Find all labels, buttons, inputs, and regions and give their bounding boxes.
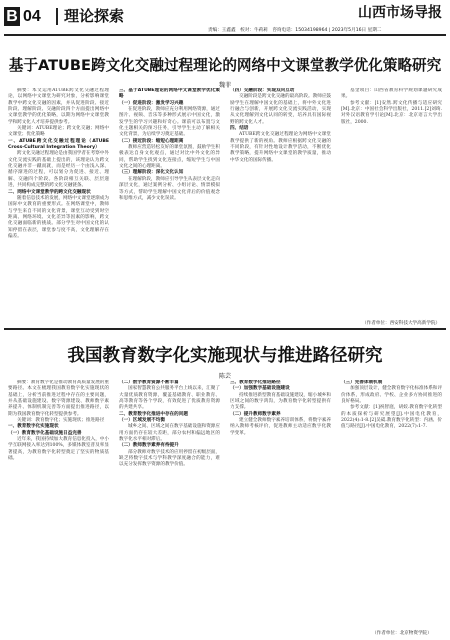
paragraph: 加强顶层设计，健全教育数字化标准体系和评价体系，形成政府、学校、企业多方协同推进的良好格局。 (341, 386, 442, 405)
article1-title: 基于ATUBE跨文化交融过程理论的网络中文课堂教学优化策略研究 (8, 57, 442, 74)
paragraph: 在促进阶段，教师应充分利用网络资源，通过图片、视频、音乐等多种形式展示中国文化，激发学生的学习兴趣和好奇心。课前可以布置与文化主题相关的预习任务，引导学生主动了解相关文化背景，为后续学习奠定基础。 (119, 107, 220, 138)
paragraph: 跨文化交融过程理论是由我国学者在考察中外文化交流实践的基础上提出的，该理论认为跨文化交融并非一蹴而就，而是经历一个由浅入深、循序渐进的过程，可以划分为促进、接近、理解、交融四个阶段。各阶段相互关联、层层递进，共同构成完整的跨文化交融链条。 (8, 151, 109, 189)
heading: 三、教育数字化推进路径 (230, 380, 281, 385)
heading: 二、网络中文课堂教学的跨文化交融现状 (8, 189, 91, 195)
page-header (4, 3, 446, 37)
article-divider (4, 328, 446, 330)
subheading: （二）教师数字素养有待提升 (119, 443, 179, 449)
page-number: 04 (23, 8, 41, 25)
heading: 一、教育数字化实施现状 (8, 424, 59, 430)
article2-author: 陈芸 (218, 373, 231, 380)
subheading: （二）提升教师数字素养 (230, 411, 281, 417)
article1-author: 魏菲 (218, 82, 231, 89)
keywords: 关键词：教育数字化；实施现状；推进路径 (17, 418, 105, 424)
section-name: 理论探索 (64, 7, 125, 25)
page-letter-badge: B (4, 7, 20, 26)
subheading: （三）完善体制机制 (341, 380, 383, 385)
article2-body (8, 380, 442, 630)
subheading: （二）接近阶段：缩短心理距离 (119, 138, 184, 144)
article1-col-2 (119, 88, 220, 318)
paragraph: 在理解阶段，教师应引导学生从表层文化走向深层文化，通过案例分析、小组讨论、情景模拟等方式，帮助学生理解中国文化背后的价值观念和思维方式，减少文化误读。 (119, 176, 220, 201)
article1-col-4 (341, 88, 442, 318)
paragraph: 近年来，我国持续加大教育信息化投入，中小学互联网接入率达到100%，多媒体教室普及率显著提高，为教育数字化转型奠定了坚实的物质基础。 (8, 437, 109, 462)
paragraph: 部分教师对数字技术的应用停留在初级层面，缺乏将数字技术与学科教学深度融合的能力，难以充分发挥数字资源的教学价值。 (119, 449, 220, 468)
article2-affiliation: （作者单位：北京物资学院） (372, 631, 432, 636)
subheading: （三）理解阶段：深化文化认知 (119, 170, 184, 176)
header-rule (4, 34, 446, 36)
paragraph: ATUBE跨文化交融过程理论为网络中文课堂教学提供了新的视角。教师应根据跨文化交融的不同阶段，有针对性地设计教学活动，不断优化教学策略，提升网络中文课堂的教学质量，推动中华文化的国际传播。 (230, 132, 331, 163)
article1-body (8, 88, 442, 318)
article1-col-1 (8, 88, 109, 318)
article2-col-2 (119, 380, 220, 630)
article2-col-4 (341, 380, 442, 630)
heading: 三、基于ATUBE理论的网络中文课堂教学优化策略 (119, 88, 220, 100)
article2-col-3 (230, 380, 331, 630)
references: 参考文献：[1]祝智庭，胡姣.教育数字化转型的本质探析与研究展望[J].中国电化教育，2022(4):1-8.[2]吴砥.教育数字化转型：内涵、价值与路径[J].中国电化教育，2022(7):1-7. (341, 405, 442, 430)
subheading: （一）区域发展不均衡 (119, 418, 165, 424)
abstract: 摘要：教育数字化是推动教育高质量发展的重要路径。本文在梳理我国教育数字化实施现状的基础上，分析当前推进过程中存在的主要问题，并从基础设施建设、数字资源建设、教师数字素养提升、体制机制完善等方面提出推进路径，以期为我国教育数字化转型提供参考。 (8, 380, 109, 417)
header-divider (56, 8, 58, 25)
newspaper-name: 山西市场导报 (358, 5, 442, 21)
references: 参考文献：[1]安然.跨文化传播与适应研究[M].北京：中国社会科学出版社，2011.[2]刘珣.对外汉语教育学引论[M].北京：北京语言大学出版社，2000. (341, 100, 442, 125)
subheading: （四）交融阶段：实现双向互动 (230, 88, 295, 93)
paragraph: 建立健全教师数字素养培训体系，将数字素养纳入教师考核评价，促进教师主动适应数字化教学变革。 (230, 418, 331, 436)
heading: 一、ATUBE跨文化交融过程理论（ATUBE Cross-Cultural Integration Theory） (8, 138, 109, 151)
article2-col-1 (8, 380, 109, 630)
article1-col-3 (230, 88, 331, 318)
paragraph: 城乡之间、区域之间在数字基础设施和资源应用方面仍存在较大差距，部分农村和偏远地区的数字化水平相对滞后。 (119, 424, 220, 443)
subheading: （二）数字教育资源不断丰富 (119, 380, 179, 385)
paragraph: 随着信息技术的发展，网络中文课堂逐渐成为国际中文教育的重要形式。在网络课堂中，教师与学生来自不同的文化背景，课堂互动受到时空距离、网络环境、文化差异等因素的影响，跨文化交融面临新的挑战。部分学生对中国文化的认知停留在表层，课堂参与度不高，文化理解存在偏差。 (8, 195, 109, 239)
header-meta: 责编：王鑫鑫 校对：牛莉莉 咨询电话：15034198964 | 2023年5月16日 星期二 (208, 28, 382, 33)
heading: 二、教育数字化推进中存在的问题 (119, 411, 188, 417)
paragraph: 持续推进新型教育基础设施建设，缩小城乡和区域之间的数字鸿沟，为教育数字化转型提供有力支撑。 (230, 392, 331, 411)
heading: 四、结语 (230, 126, 249, 132)
subheading: （一）促进阶段：激发学习兴趣 (119, 100, 184, 106)
article2-title: 我国教育数字化实施现状与推进路径研究 (67, 346, 383, 366)
keywords: 关键词：ATUBE理论；跨文化交融；网络中文课堂；优化策略 (8, 126, 109, 138)
abstract: 摘要：本文运用ATUBE跨文化交融过程理论，以网络中文课堂为研究对象，分析影响课堂教学中跨文化交融的因素，并从促进阶段、接近阶段、理解阶段、交融阶段四个方面提出网络中文课堂教学的优化策略，以期为网络中文课堂教学和跨文化人才培养提供参考。 (8, 88, 109, 125)
article1-affiliation: （作者单位：西安科技大学高新学院） (362, 321, 441, 326)
subheading: （一）教育数字化基础设施日益完善 (8, 430, 82, 436)
paragraph: 国家智慧教育公共服务平台上线以来，汇聚了大量优质教育资源，覆盖基础教育、职业教育、高等教育等各个学段，有效促进了优质教育资源的共建共享。 (119, 386, 220, 411)
subheading: （一）加强数字基础设施建设 (230, 386, 290, 392)
fund-note: 基金项目：山西省教育科学规划课题研究成果。 (341, 88, 442, 100)
paragraph: 交融阶段是跨文化交融的最高阶段。教师应鼓励学生在理解中国文化的基础上，将中外文化进行融合与创新，开展跨文化交流实践活动，实现从文化理解到文化认同的转变，培养具有国际视野的跨文化人才。 (230, 94, 331, 125)
paragraph: 教师应营造轻松友好的课堂氛围，鼓励学生积极表达自身文化观点，通过对比中外文化的异同，帮助学生找到文化连接点，缩短学生与中国文化之间的心理距离。 (119, 145, 220, 170)
